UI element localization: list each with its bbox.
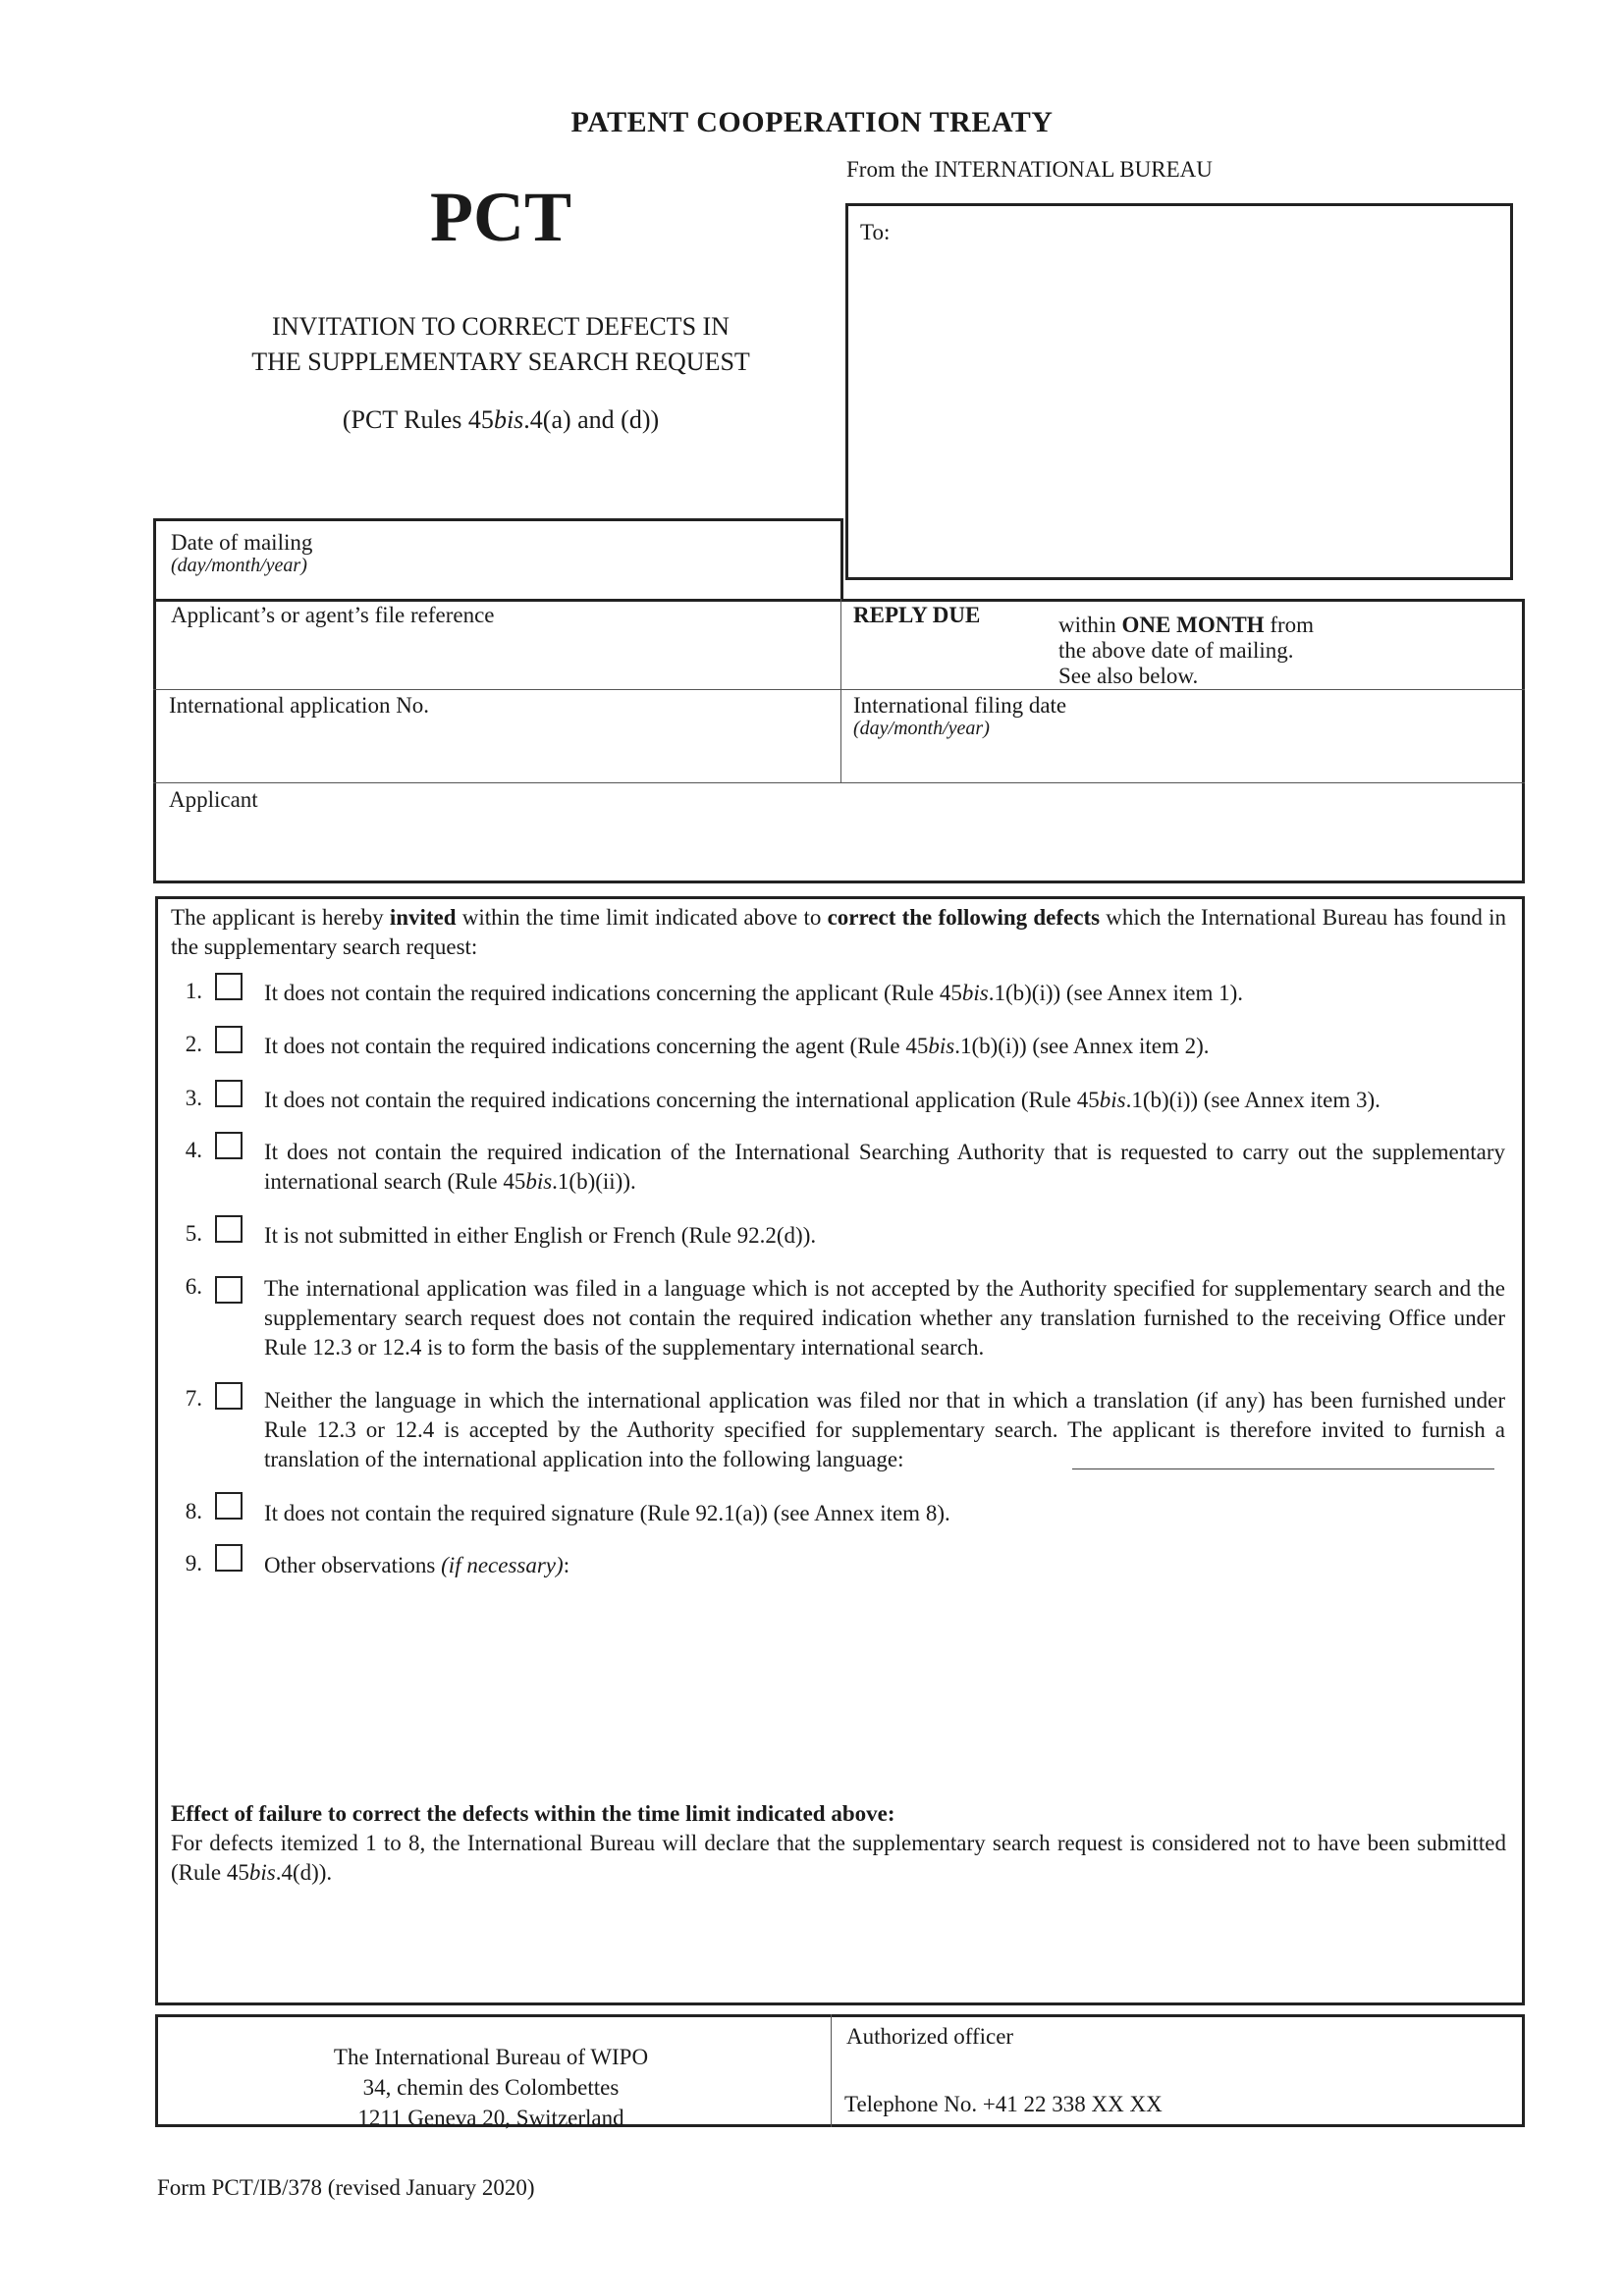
grid-divider-2 (153, 782, 1525, 783)
item-5-checkbox[interactable] (215, 1215, 243, 1243)
authorized-officer-label: Authorized officer (846, 2024, 1014, 2049)
item-4-post: .1(b)(ii)). (552, 1169, 636, 1194)
treaty-heading: PATENT COOPERATION TREATY (570, 106, 1054, 138)
effect-bis: bis (248, 1860, 276, 1885)
recipient-box[interactable] (845, 203, 1513, 580)
item-2-checkbox[interactable] (215, 1026, 243, 1053)
filing-date-field[interactable] (844, 742, 1522, 779)
item-3-pre: It does not contain the required indications concerning the international application (Rule 45 (264, 1088, 1100, 1112)
item-1-bis: bis (961, 981, 989, 1005)
application-no-field[interactable] (155, 719, 839, 779)
rules-post: .4(a) and (d)) (523, 405, 660, 434)
item-8-number: 8. (185, 1499, 202, 1523)
item-4-pre: It does not contain the required indication of the International Searching Authority that is requested to carry out the supplementary international search (Rule 45 (264, 1140, 1505, 1194)
applicant-label: Applicant (169, 787, 258, 812)
intro-post: which the International Bureau has found in the supplementary search request: (171, 905, 1506, 959)
intro-pre: The applicant is hereby (171, 905, 390, 930)
form-number: Form PCT/IB/378 (revised January 2020) (157, 2175, 535, 2200)
grid-divider-1 (153, 689, 1525, 690)
reply-due-label: REPLY DUE (853, 603, 981, 627)
item-2-number: 2. (185, 1032, 202, 1056)
telephone-number: Telephone No. +41 22 338 XX XX (844, 2092, 1163, 2116)
item-7-number: 7. (185, 1386, 202, 1411)
item-1-pre: It does not contain the required indications concerning the applicant (Rule 45 (264, 981, 962, 1005)
form-title-line2: THE SUPPLEMENTARY SEARCH REQUEST (251, 347, 750, 376)
intro-mid: within the time limit indicated above to (456, 905, 828, 930)
file-reference-field[interactable] (155, 628, 839, 687)
item-2-text (264, 1032, 1505, 1061)
bureau-address (157, 2042, 825, 2133)
item-5-number: 5. (185, 1221, 202, 1246)
filing-date-format: (day/month/year) (853, 718, 990, 739)
item-6-checkbox[interactable] (215, 1276, 243, 1304)
item-9-checkbox[interactable] (215, 1544, 243, 1572)
filing-date-label: International filing date (853, 693, 1067, 718)
recipient-label: To: (860, 220, 891, 244)
item-7-text: Neither the language in which the international application was filed nor that in which a translation (if any) has been furnished under Rule 12.3 or 12.4 is accepted by the Authority specified for supplementary search. The applicant is therefore invited to furnish a translation of the international application into the following language: (264, 1388, 1505, 1471)
bureau-divider (831, 2014, 832, 2127)
grid-divider-vertical (840, 599, 841, 782)
item-1-post: .1(b)(i)) (see Annex item 1). (988, 981, 1244, 1005)
item-4-bis: bis (525, 1169, 553, 1194)
authorized-officer-field[interactable] (844, 2052, 1520, 2091)
effect-post: .4(d)). (275, 1860, 333, 1885)
item-7-checkbox[interactable] (215, 1382, 243, 1410)
from-label: From the INTERNATIONAL BUREAU (846, 157, 1213, 182)
effect-pre: For defects itemized 1 to 8, the International Bureau will declare that the supplementary search request is considered not to have been submitted (Rule 45 (171, 1831, 1506, 1885)
other-observations-field[interactable] (264, 1585, 1505, 1787)
file-reference-label: Applicant’s or agent’s file reference (171, 603, 495, 627)
item-3-checkbox[interactable] (215, 1080, 243, 1107)
rules-reference (147, 405, 854, 435)
item-3-post: .1(b)(i)) (see Annex item 3). (1125, 1088, 1380, 1112)
reply-due-text (1058, 613, 1314, 689)
item-9-post: : (563, 1553, 570, 1577)
effect-heading: Effect of failure to correct the defects within the time limit indicated above: (171, 1801, 895, 1826)
translation-language-field[interactable] (1072, 1468, 1494, 1469)
pct-logo: PCT (430, 178, 571, 256)
bureau-line1: The International Bureau of WIPO (333, 2045, 649, 2069)
date-of-mailing-format: (day/month/year) (171, 555, 307, 576)
rules-pre: (PCT Rules 45 (342, 405, 494, 434)
item-2-bis: bis (928, 1034, 955, 1058)
effect-paragraph (171, 1829, 1506, 1888)
item-4-checkbox[interactable] (215, 1132, 243, 1159)
reply-one-month: ONE MONTH (1121, 613, 1265, 637)
item-8-checkbox[interactable] (215, 1492, 243, 1520)
reply-within: within (1058, 613, 1122, 637)
item-1-number: 1. (185, 979, 202, 1003)
form-title (147, 309, 854, 380)
item-5-text: It is not submitted in either English or French (Rule 92.2(d)). (264, 1223, 817, 1248)
reply-from: from (1264, 613, 1315, 637)
intro-correct: correct the following defects (827, 905, 1101, 930)
item-3-number: 3. (185, 1086, 202, 1110)
item-2-post: .1(b)(i)) (see Annex item 2). (954, 1034, 1210, 1058)
date-of-mailing-label: Date of mailing (171, 530, 313, 555)
item-9-text (264, 1551, 1505, 1580)
reply-line2: the above date of mailing. (1058, 638, 1294, 663)
bureau-line3: 1211 Geneva 20, Switzerland (357, 2106, 624, 2130)
item-2-pre: It does not contain the required indications concerning the agent (Rule 45 (264, 1034, 929, 1058)
item-3-text (264, 1086, 1505, 1115)
intro-paragraph (171, 903, 1506, 962)
item-6-text: The international application was filed in a language which is not accepted by the Authority specified for supplementary search and the supplementary search request does not contain the required indication whether any translation furnished to the receiving Office under Rule 12.3 or 12.4 is to form the basis of the supplementary international search. (264, 1276, 1505, 1360)
item-3-bis: bis (1099, 1088, 1126, 1112)
item-1-text (264, 979, 1505, 1008)
item-9-italic: (if necessary) (441, 1553, 564, 1577)
item-4-number: 4. (185, 1138, 202, 1162)
item-9-number: 9. (185, 1551, 202, 1575)
applicant-field[interactable] (155, 815, 1520, 880)
item-8-text: It does not contain the required signature (Rule 92.1(a)) (see Annex item 8). (264, 1501, 950, 1525)
item-4-text (264, 1138, 1505, 1197)
form-title-line1: INVITATION TO CORRECT DEFECTS IN (272, 312, 730, 341)
rules-bis: bis (493, 405, 524, 434)
item-1-checkbox[interactable] (215, 973, 243, 1000)
bureau-line2: 34, chemin des Colombettes (362, 2075, 620, 2100)
intro-invited: invited (389, 905, 457, 930)
item-9-pre: Other observations (264, 1553, 442, 1577)
reply-line3: See also below. (1058, 664, 1199, 688)
item-6-number: 6. (185, 1274, 202, 1299)
application-no-label: International application No. (169, 693, 430, 718)
